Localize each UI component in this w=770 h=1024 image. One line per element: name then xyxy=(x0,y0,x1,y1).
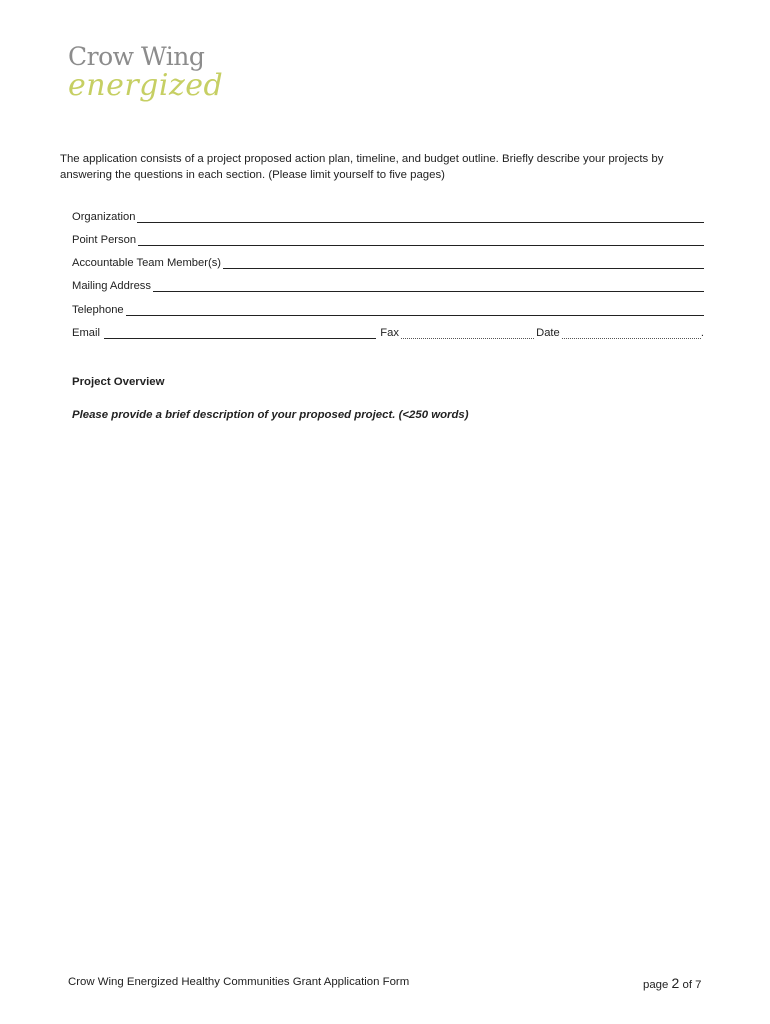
footer-form-title: Crow Wing Energized Healthy Communities Grant Application Form xyxy=(68,976,410,988)
page-prefix: page xyxy=(643,979,669,991)
logo-line-energized: energized xyxy=(68,68,224,103)
date-input-line[interactable] xyxy=(562,326,701,339)
email-input-line[interactable] xyxy=(104,326,376,339)
telephone-field[interactable] xyxy=(72,302,704,316)
project-overview-heading: Project Overview xyxy=(72,376,165,388)
email-fax-date-row xyxy=(72,325,704,339)
intro-paragraph: The application consists of a project proposed action plan, timeline, and budget outline. Briefly describe your projects by answering the questions in each section. (Please limit yourself to five pages) xyxy=(60,153,664,181)
organization-input-line[interactable] xyxy=(137,210,704,223)
point-person-input-line[interactable] xyxy=(138,233,704,246)
mailing-address-label: Mailing Address xyxy=(72,280,151,292)
telephone-input-line[interactable] xyxy=(126,303,704,316)
mailing-address-input-line[interactable] xyxy=(153,279,704,292)
fax-input-line[interactable] xyxy=(401,326,534,339)
email-label: Email xyxy=(72,327,100,339)
point-person-label: Point Person xyxy=(72,234,137,246)
fax-label: Fax xyxy=(380,327,399,339)
page-of: of 7 xyxy=(682,979,702,991)
organization-field[interactable] xyxy=(72,209,704,223)
logo-line-crow-wing: Crow Wing xyxy=(68,42,205,71)
telephone-label: Telephone xyxy=(72,304,124,316)
team-members-field[interactable] xyxy=(72,255,704,269)
date-label: Date xyxy=(536,327,560,339)
organization-label: Organization xyxy=(72,211,136,223)
date-end-mark: . xyxy=(700,327,704,339)
footer-page-number xyxy=(643,975,701,991)
project-description-prompt: Please provide a brief description of your proposed project. (<250 words) xyxy=(72,409,469,421)
team-members-label: Accountable Team Member(s) xyxy=(72,257,222,269)
mailing-address-field[interactable] xyxy=(72,278,704,292)
page-current: 2 xyxy=(671,975,680,991)
team-members-input-line[interactable] xyxy=(223,256,704,269)
crow-wing-energized-logo xyxy=(66,42,226,122)
point-person-field[interactable] xyxy=(72,232,704,246)
